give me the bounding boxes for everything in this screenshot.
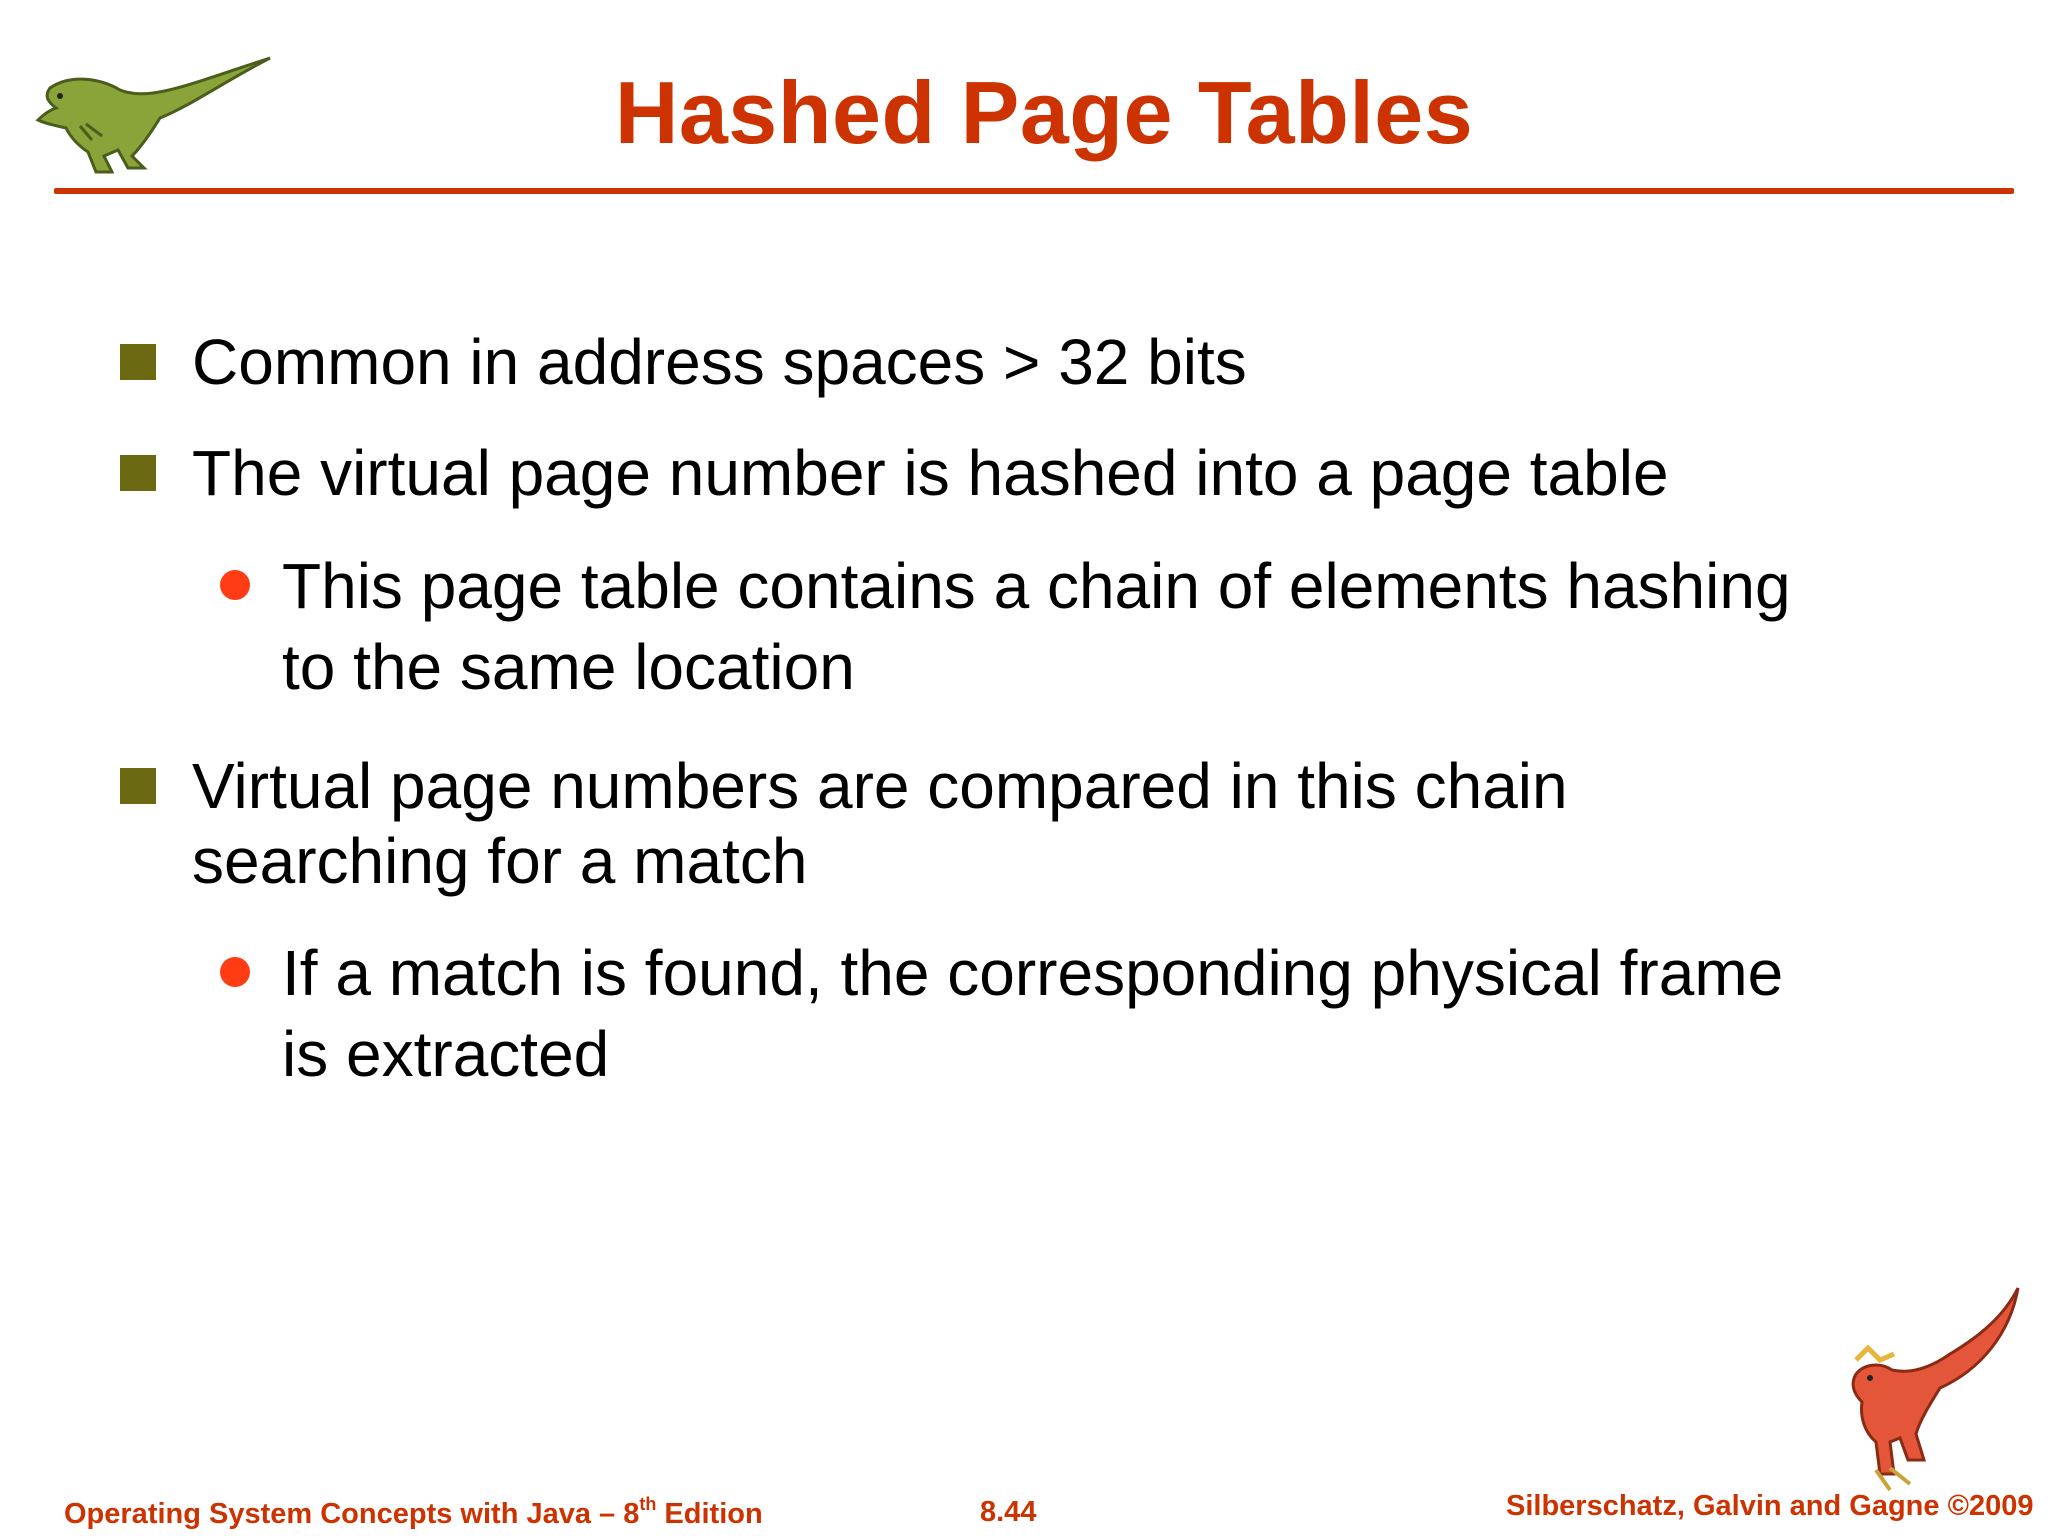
footer-edition-text: Edition xyxy=(656,1498,763,1530)
bullet-item: The virtual page number is hashed into a page table xyxy=(192,437,1669,509)
sub-bullet-line: If a match is found, the corresponding physical frame xyxy=(282,937,1784,1009)
bullet-item: Virtual page numbers are compared in this chain xyxy=(192,750,1568,822)
sub-bullet-line: to the same location xyxy=(282,631,855,703)
footer-book-title-text: Operating System Concepts with Java – 8 xyxy=(64,1498,640,1530)
title-divider xyxy=(54,188,2014,194)
footer-book-title xyxy=(64,1494,763,1531)
footer-copyright: Silberschatz, Galvin and Gagne ©2009 xyxy=(1506,1490,2034,1522)
bullet-item: searching for a match xyxy=(192,825,808,897)
footer-page-number: 8.44 xyxy=(980,1496,1037,1528)
footer-edition-superscript: th xyxy=(639,1494,657,1514)
square-bullet-icon xyxy=(120,768,156,804)
square-bullet-icon xyxy=(120,344,156,380)
dot-bullet-icon xyxy=(220,570,250,600)
red-dinosaur-icon xyxy=(1820,1284,2030,1494)
slide-title: Hashed Page Tables xyxy=(614,63,1474,162)
dot-bullet-icon xyxy=(220,957,250,987)
bullet-item: Common in address spaces > 32 bits xyxy=(192,326,1247,398)
square-bullet-icon xyxy=(120,455,156,491)
sub-bullet-line: is extracted xyxy=(282,1018,610,1090)
sub-bullet-line: This page table contains a chain of elements hashing xyxy=(282,550,1791,622)
